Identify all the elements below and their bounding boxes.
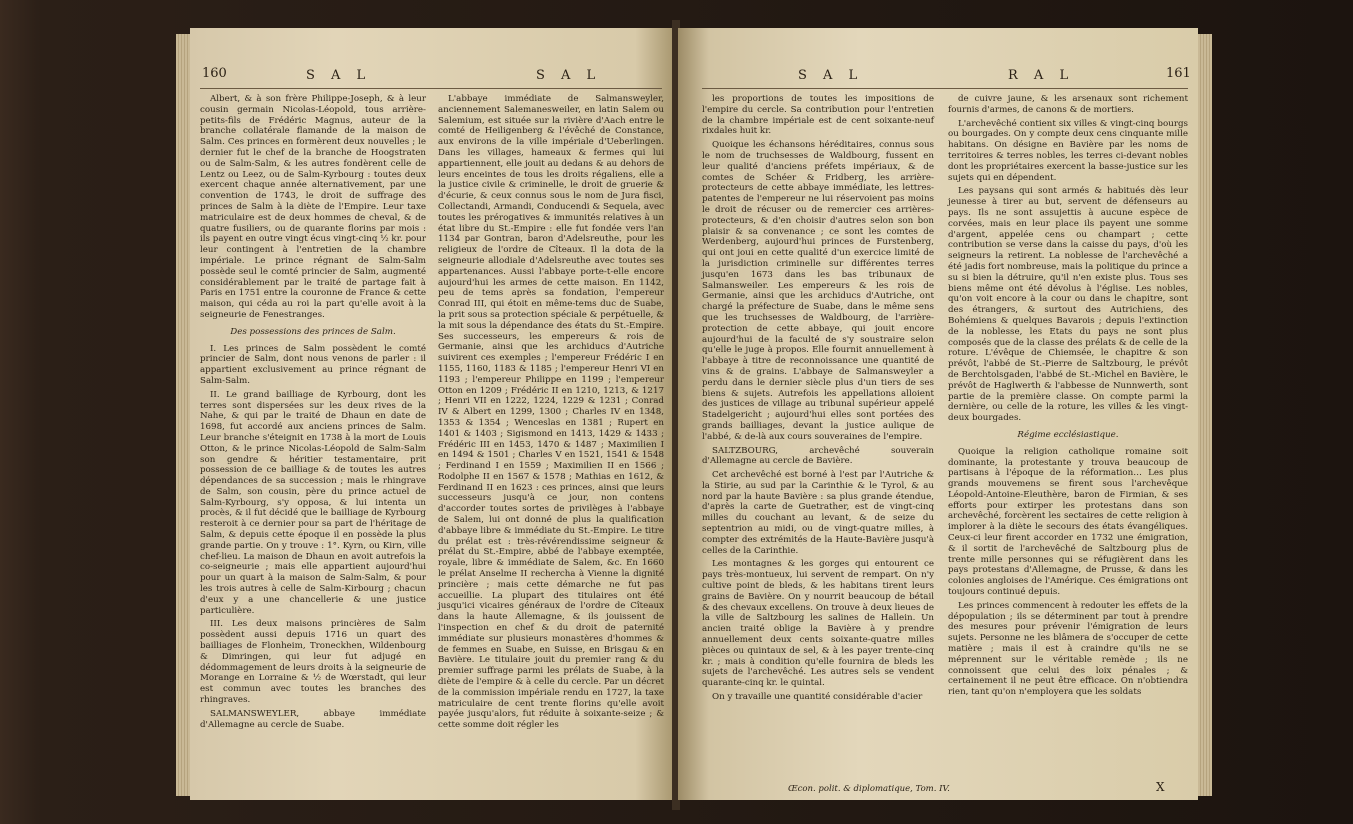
section-heading: Des possessions des princes de Salm. xyxy=(230,326,396,337)
column-right xyxy=(438,94,664,734)
column-left xyxy=(200,94,426,733)
section-heading: Régime ecclésiastique. xyxy=(1017,429,1119,440)
entry-heading: SALMANSWEYLER, abbaye immédiate d'Allemagne au cercle de Suabe. xyxy=(200,708,426,730)
head-rule xyxy=(200,88,662,89)
running-head: S A L xyxy=(306,68,372,83)
running-head: R A L xyxy=(1008,68,1075,83)
entry-heading: SALTZBOURG, archevêché souverain d'Allemagne au cercle de Bavière. xyxy=(702,445,934,467)
right-page-edges xyxy=(1198,34,1212,796)
running-head: S A L xyxy=(798,68,864,83)
paragraph: Cet archevêché est borné à l'est par l'Autriche & la Stirie, au sud par la Carinthie & le Tyrol, & au nord par la haute Bavière : sa plus grande étendue, d'après la carte de Guetrather, est de vingt-cinq milles du couchant au levant, & de seize du septentrion au midi, ou de vingt-quatre milles, à compter des extrémités de la Haute-Bavière jusqu'à celles de la Carinthie. xyxy=(702,470,934,556)
paragraph: de cuivre jaune, & les arsenaux sont richement fournis d'armes, de canons & de mortiers. xyxy=(948,94,1188,115)
page-number: 160 xyxy=(202,66,227,81)
paragraph: Albert, & à son frère Philippe-Joseph, & à leur cousin germain Nicolas-Léopold, tous arrière-petits-fils de Frédéric Magnus, auteur de la branche collatérale flamande de la maison de Salm. Ces princes en formèrent deux nouvelles ; le dernier fut le chef de la branche de Hoogstraten ou de Salm-Salm, & les autres fondèrent celle de Lentz ou Leez, ou de Salm-Kyrbourg : toutes deux exercent chaque année alternativement, par une convention de 1743, le droit de suffrage des princes de Salm à la diète de l'Empire. Leur taxe matriculaire est de deux hommes de cheval, & de quatre fusiliers, ou de quarante florins par mois : ils payent en outre vingt écus vingt-cinq ½ kr. pour leur contingent à l'entretien de la chambre impériale. Le prince régnant de Salm-Salm possède seul le comté princier de Salm, augmenté considérablement par le traité de partage fait à Paris en 1751 entre la couronne de France & cette maison, qui céda au roi la part qu'elle avoit à la seigneurie de Fenestranges. xyxy=(200,94,426,320)
paragraph: L'abbaye immédiate de Salmansweyler, anciennement Salemanesweiler, en latin Salem ou Salemium, est située sur la rivière d'Aach entre le comté de Heiligenberg & l'évêché de Constance, aux environs de la ville impériale d'Ueberlingen. Dans les villages, hameaux & fermes qui lui appartiennent, elle jouit au dedans & au dehors de leurs enceintes de tous les droits régaliens, elle a la justice civile & criminelle, le droit de gruerie & d'écurie, & ceux connus sous le nom de Jura fisci, Collectandi, Armandi, Conducendi & Sequela, avec toutes les prérogatives & immunités relatives à un état libre du St.-Empire : elle fut fondée vers l'an 1134 par Gontran, baron d'Adelsreuthe, pour les religieux de l'ordre de Cîteaux. Il la dota de la seigneurie allodiale d'Adelsreuthe avec toutes ses appartenances. Aussi l'abbaye porte-t-elle encore aujourd'hui les armes de cette maison. En 1142, peu de tems après sa fondation, l'empereur Conrad III, qui étoit en même-tems duc de Suabe, la prit sous sa protection spéciale & perpétuelle, & la mit sous la dépendance des états du St.-Empire. Ses successeurs, les empereurs & rois de Germanie, ainsi que les archiducs d'Autriche suivirent ces exemples ; l'empereur Frédéric I en 1155, 1160, 1183 & 1185 ; l'empereur Henri VI en 1193 ; l'empereur Philippe en 1199 ; l'empereur Otton en 1209 ; Frédéric II en 1210, 1213, & 1217 ; Henri VII en 1222, 1224, 1229 & 1231 ; Conrad IV & Albert en 1299, 1300 ; Charles IV en 1348, 1353 & 1354 ; Wenceslas en 1381 ; Rupert en 1401 & 1403 ; Sigismond en 1413, 1429 & 1433 ; Frédéric III en 1453, 1470 & 1487 ; Maximilien I en 1494 & 1501 ; Charles V en 1521, 1541 & 1548 ; Ferdinand I en 1559 ; Maximilien II en 1566 ; Rodolphe II en 1567 & 1578 ; Mathias en 1612, & Ferdinand II en 1623 : ces princes, ainsi que leurs successeurs jusqu'à ce jour, non contens d'accorder toutes sortes de privilèges à l'abbaye de Salem, lui ont donné de plus la qualification d'abbaye libre & immédiate du St.-Empire. Le titre du prélat est : très-révérendissime seigneur & prélat du St.-Empire, abbé de l'abbaye exemptée, royale, libre & immédiate de Salem, &c. En 1660 le prélat Anselme II rechercha à Vienne la dignité princière ; mais cette démarche ne fut pas accueillie. La plupart des titulaires ont été jusqu'ici vicaires généraux de l'ordre de Cîteaux dans la haute Allemagne, & ils jouissent de l'inspection en chef & du droit de paternité immédiate sur plusieurs monastères d'hommes & de femmes en Suabe, en Suisse, en Brisgau & en Bavière. Le titulaire jouit du premier rang & du premier suffrage parmi les prélats de Suabe, à la diète de l'empire & à celle du cercle. Par un décret de la commission impériale rendu en 1727, la taxe matriculaire de cent trente florins qu'elle avoit payée jusqu'alors, fut réduite à soixante-seize ; & cette somme doit régler les xyxy=(438,94,664,731)
paragraph: Quoique les échansons héréditaires, connus sous le nom de truchsesses de Waldbourg, fussent en leur qualité d'anciens préfets impériaux, & de comtes de Schéer & Fridberg, les arrière-protecteurs de cette abbaye immédiate, les lettres-patentes de l'empereur ne lui réservoient pas moins le droit de récuser ou de remercier ces arrières-protecteurs, & d'en choisir d'autres selon son bon plaisir & sa convenance ; ce sont les comtes de Werdenberg, aujourd'hui princes de Furstenberg, qui ont joui en cette qualité d'un exercice limité de la jurisdiction criminelle sur différentes terres jusqu'en 1673 dans les bas tribunaux de Salmansweiler. Les empereurs & les rois de Germanie, ainsi que les archiducs d'Autriche, ont chargé la préfecture de Suabe, dans le même sens que les truchsesses de Waldbourg, de l'arrière-protection de cette abbaye, qui jouit encore aujourd'hui de la faculté de s'y soustraire selon qu'elle le juge à propos. Elle fournit annuellement à l'abbaye à titre de reconnoissance une quantité de vins & de grains. L'abbaye de Salmansweyler a perdu dans le dernier siècle plus d'un tiers de ses biens & sujets. Autrefois les appellations alloient des justices de village au tribunal supérieur appelé Stadelgericht ; aujourd'hui elles sont portées des grands bailliages, devant la justice aulique de l'abbé, & de-là aux cours souveraines de l'empire. xyxy=(702,140,934,442)
page-number: 161 xyxy=(1166,66,1191,81)
paragraph: les proportions de toutes les impositions de l'empire du cercle. Sa contribution pour l'entretien de la chambre impériale est de cent soixante-neuf rixdales huit kr. xyxy=(702,94,934,137)
paragraph: On y travaille une quantité considérable d'acier xyxy=(712,692,923,703)
footer-title: Œcon. polit. & diplomatique, Tom. IV. xyxy=(788,784,950,794)
paragraph: I. Les princes de Salm possèdent le comté princier de Salm, dont nous venons de parler : il appartient exclusivement au prince régnant de Salm-Salm. xyxy=(200,343,426,386)
left-page-edges xyxy=(176,34,190,796)
paragraph: Les princes commencent à redouter les effets de la dépopulation ; ils se déterminent par tout à prendre des mesures pour prévenir l'émigration de leurs sujets. Personne ne les blâmera de s'occuper de cette matière ; mais il est à craindre qu'ils ne se méprennent sur le véritable remède ; ils ne connoissent que celui des loix pénales ; & certainement il ne peut être efficace. On n'obtiendra rien, tant qu'on n'employera que les soldats xyxy=(948,600,1188,698)
signature-mark: X xyxy=(1156,780,1165,794)
column-left xyxy=(702,94,934,706)
left-page xyxy=(190,28,674,800)
paragraph: III. Les deux maisons princières de Salm possèdent aussi depuis 1716 un quart des bailliages de Flonheim, Troneckhen, Wildenbourg & Dimringen, qui leur fut adjugé en dédommagement de leurs droits à la seigneurie de Morange en Lorraine & ½ de Wœrstadt, qui leur est commun avec toutes les branches des rhingraves. xyxy=(200,619,426,706)
paragraph: Les montagnes & les gorges qui entourent ce pays très-montueux, lui servent de rempart. On n'y cultive point de bleds, & les habitans tirent leurs grains de Bavière. On y nourrit beaucoup de bétail & des chevaux excellens. On trouve à deux lieues de la ville de Saltzbourg les salines de Hallein. Un ancien traité oblige la Bavière à y prendre annuellement deux cents soixante-quatre milles pièces ou quintaux de sel, & à les payer trente-cinq kr. ; mais à condition qu'elle fournira de bleds les sujets de l'archevêché. Les autres sels se vendent quarante-cinq kr. le quintal. xyxy=(702,559,934,689)
paragraph: II. Le grand bailliage de Kyrbourg, dont les terres sont dispersées sur les deux rives de la Nahe, & qui par le traité de Dhaun en date de 1698, fut accordé aux anciens princes de Salm. Leur branche s'éteignit en 1738 à la mort de Louis Otton, & le prince Nicolas-Léopold de Salm-Salm son gendre & héritier testamentaire, prit possession de ce bailliage & de toutes les autres dépendances de sa succession ; mais le rhingrave de Salm, son cousin, père du prince actuel de Salm-Kyrbourg, s'y opposa, & lui intenta un procès, & il fut décidé que le bailliage de Kyrbourg resteroit à ce dernier pour sa part de l'héritage de Salm, & depuis cette époque il en possède la plus grande partie. On y trouve : 1°. Kyrn, ou Kirn, ville chef-lieu. La maison de Dhaun en avoit autrefois la co-seigneurie ; mais elle appartient aujourd'hui pour un quart à la maison de Salm-Salm, & pour les trois autres à celle de Salm-Kirbourg ; chacun d'eux y a une chancellerie & une justice particulière. xyxy=(200,389,426,616)
right-page xyxy=(678,28,1198,800)
paragraph: Les paysans qui sont armés & habitués dès leur jeunesse à tirer au but, servent de défenseurs au pays. Ils ne sont assujettis à aucune espèce de corvées, mais en leur place ils payent une somme d'argent, appelée cens ou champart ; cette contribution se verse dans la caisse du pays, d'où les seigneurs la retirent. La noblesse de l'archevêché a été jadis fort nombreuse, mais la politique du prince a su si bien la détruire, qu'il n'en existe plus. Tous ses biens même ont été dévolus à l'église. Les nobles, qu'on voit encore à la cour ou dans le chapitre, sont des étrangers, & surtout des Autrichiens, des Bohémiens & quelques Bavarois ; depuis l'extinction de la noblesse, les Etats du pays ne sont plus composés que de la classe des prélats & de celle de la roture. L'évêque de Chiemsée, le chapitre & son prévôt, l'abbé de St.-Pierre de Saltzbourg, le prévôt de Berchtolsgaden, l'abbé de St.-Michel en Bavière, le prévôt de Haglwerth & l'abbesse de Nunnwerth, sont partie de la première classe. On compte parmi la dernière, ou celle de la roture, les villes & les vingt-deux bourgades. xyxy=(948,186,1188,424)
paragraph: Quoique la religion catholique romaine soit dominante, la protestante y trouva beaucoup de partisans à l'époque de la réformation… Les plus grands mouvemens se firent sous l'archevêque Léopold-Antoine-Eleuthère, baron de Firmian, & ses efforts pour extirper les protestans dans son archevêché, forcèrent les sectaires de cette religion à implorer à la diète le secours des états évangéliques. Ceux-ci leur firent accorder en 1732 une émigration, & il sortit de l'archevêché de Saltzbourg plus de trente mille personnes qui se réfugièrent dans les pays protestans d'Allemagne, de Prusse, & dans les colonies angloises de l'Amérique. Ces émigrations ont toujours continué depuis. xyxy=(948,446,1188,598)
paragraph: L'archevêché contient six villes & vingt-cinq bourgs ou bourgades. On y compte deux cens cinquante mille habitans. On désigne en Bavière par les noms de territoires & terres nobles, les terres ci-devant nobles dont les propriétaires exercent la basse-justice sur les sujets qui en dépendent. xyxy=(948,118,1188,183)
running-head: S A L xyxy=(536,68,602,83)
head-rule xyxy=(702,88,1188,89)
column-right xyxy=(948,94,1188,701)
